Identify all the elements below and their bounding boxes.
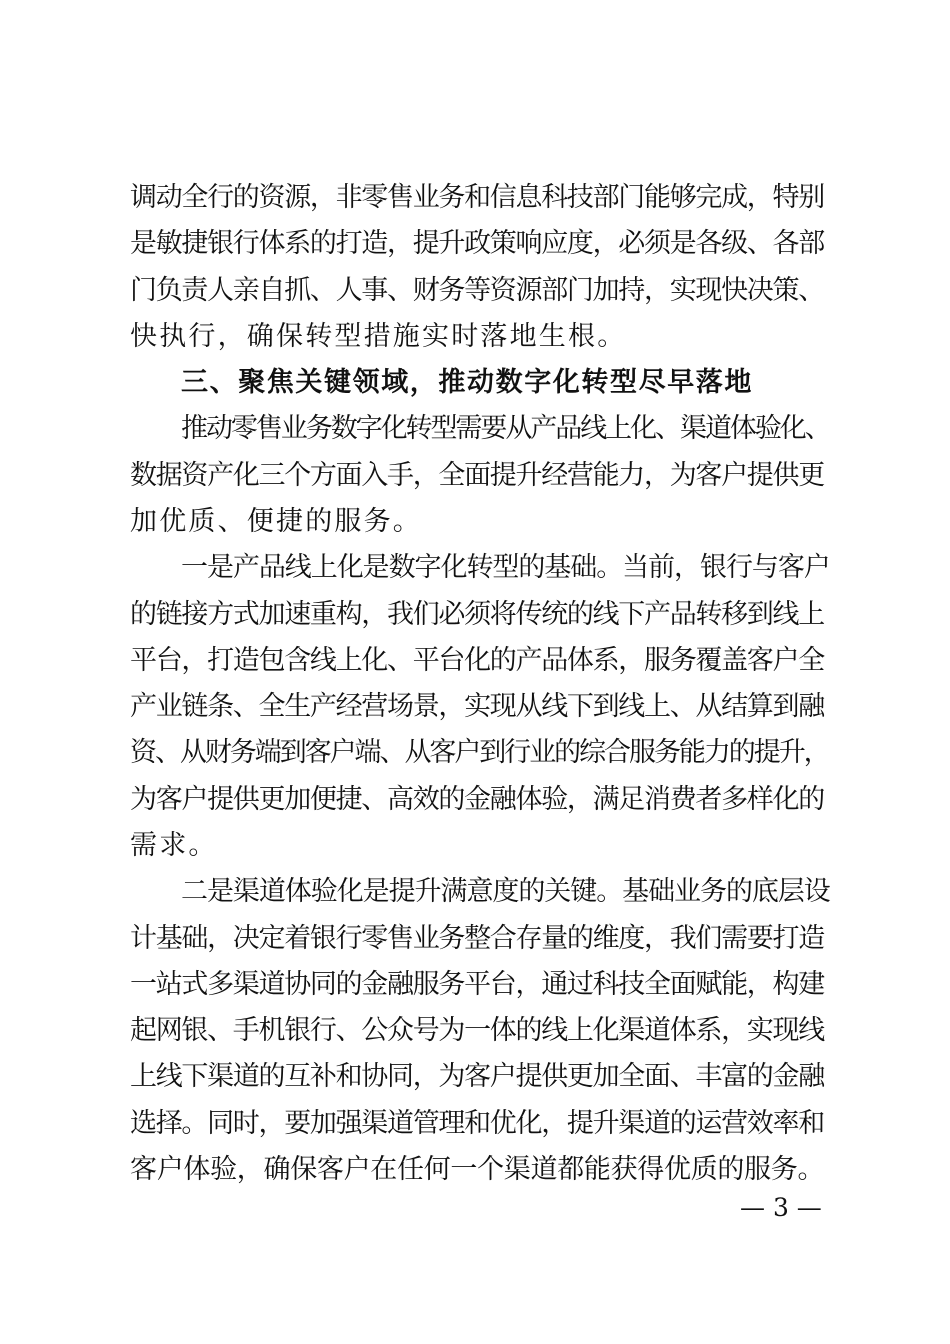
paragraph-1-line-4: 快执行，确保转型措施实时落地生根。 [130, 321, 627, 352]
paragraph-4-line-4: 起网银、手机银行、公众号为一体的线上化渠道体系，实现线 [130, 1015, 824, 1046]
paragraph-2-line-1: 推动零售业务数字化转型需要从产品线上化、渠道体验化、 [181, 413, 830, 444]
paragraph-4-line-6: 选择。同时，要加强渠道管理和优化，提升渠道的运营效率和 [130, 1108, 824, 1139]
paragraph-3-line-3: 平台，打造包含线上化、平台化的产品体系，服务覆盖客户全 [130, 645, 824, 676]
paragraph-4-line-7: 客户体验，确保客户在任何一个渠道都能获得优质的服务。 [130, 1154, 825, 1185]
paragraph-3-line-1: 一是产品线上化是数字化转型的基础。当前，银行与客户 [181, 552, 830, 583]
paragraph-3-line-7: 需求。 [130, 830, 218, 861]
paragraph-4-line-2: 计基础，决定着银行零售业务整合存量的维度，我们需要打造 [130, 923, 824, 954]
paragraph-2-line-2: 数据资产化三个方面入手，全面提升经营能力，为客户提供更 [130, 460, 824, 491]
section-heading: 三、聚焦关键领域，推动数字化转型尽早落地 [181, 367, 753, 398]
paragraph-1-line-1: 调动全行的资源，非零售业务和信息科技部门能够完成，特别 [130, 182, 824, 213]
paragraph-4-line-3: 一站式多渠道协同的金融服务平台，通过科技全面赋能，构建 [130, 969, 824, 1000]
paragraph-3-line-4: 产业链条、全生产经营场景，实现从线下到线上、从结算到融 [130, 691, 824, 722]
page-number: — 3 — [740, 1193, 822, 1222]
paragraph-1-line-3: 门负责人亲自抓、人事、财务等资源部门加持，实现快决策、 [130, 275, 824, 306]
paragraph-4-line-5: 上线下渠道的互补和协同，为客户提供更加全面、丰富的金融 [130, 1061, 824, 1092]
paragraph-3-line-6: 为客户提供更加便捷、高效的金融体验，满足消费者多样化的 [130, 784, 824, 815]
paragraph-1-line-2: 是敏捷银行体系的打造，提升政策响应度，必须是各级、各部 [130, 228, 824, 259]
paragraph-4-line-1: 二是渠道体验化是提升满意度的关键。基础业务的底层设 [181, 876, 830, 907]
paragraph-3-line-2: 的链接方式加速重构，我们必须将传统的线下产品转移到线上 [130, 599, 824, 630]
paragraph-2-line-3: 加优质、便捷的服务。 [130, 506, 422, 537]
paragraph-3-line-5: 资、从财务端到客户端、从客户到行业的综合服务能力的提升， [130, 737, 829, 768]
